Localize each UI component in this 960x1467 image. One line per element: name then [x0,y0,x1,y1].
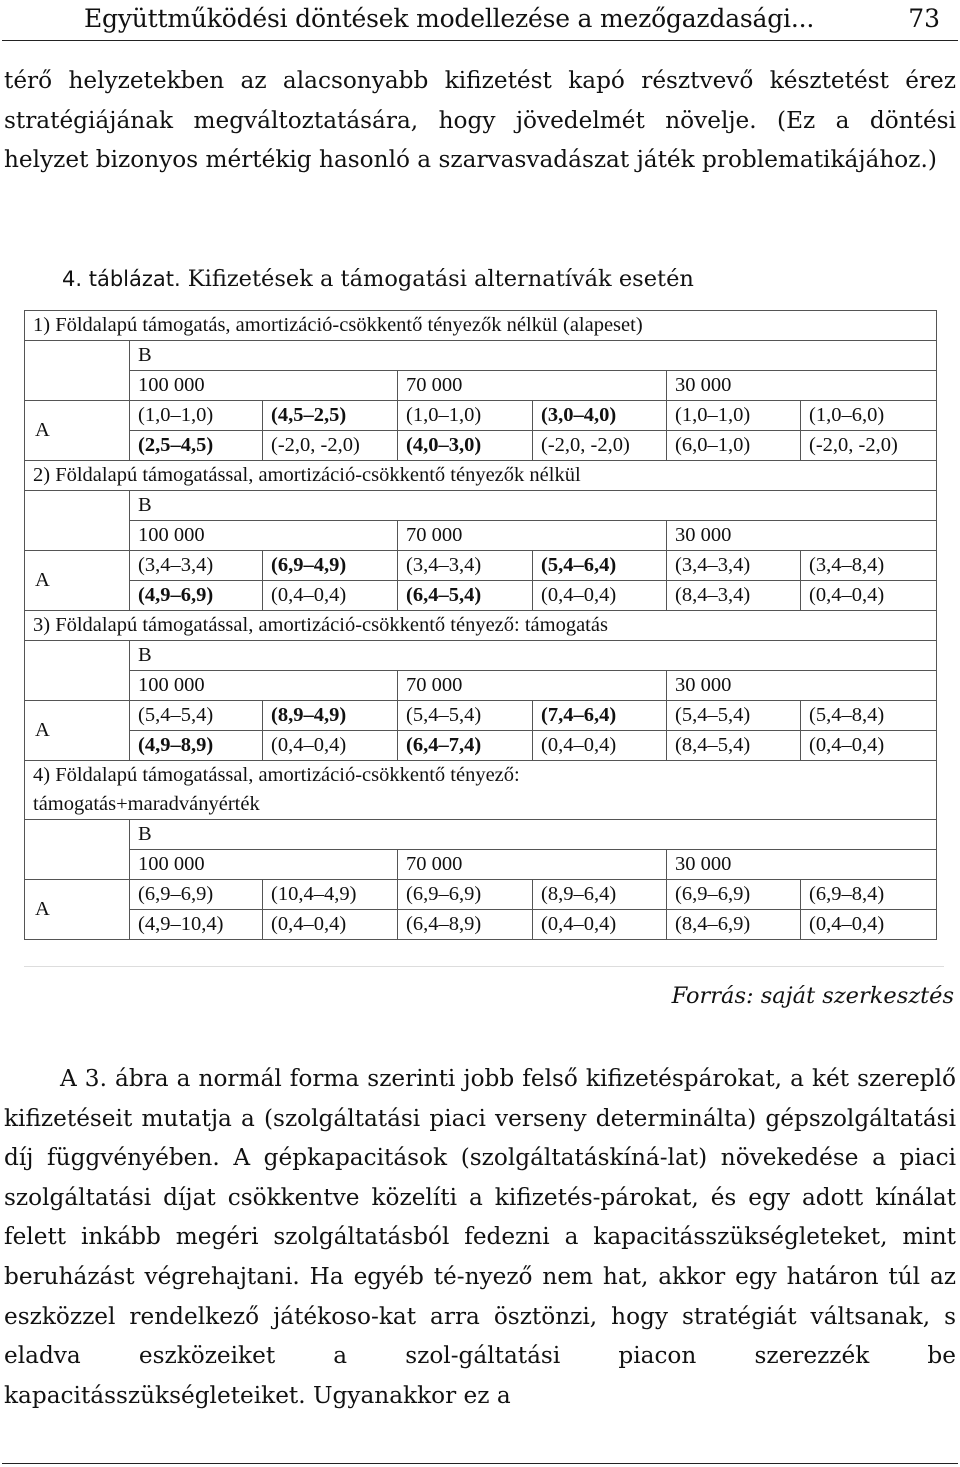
payoff-cell: (1,0–1,0) [667,401,801,431]
payoff-cell: (4,9–8,9) [130,731,263,761]
player-a-label: A [25,880,130,940]
payoff-row [25,581,937,611]
empty-cell [25,641,130,701]
empty-cell [25,820,130,880]
b-strategy-value: 70 000 [398,671,667,701]
b-strategy-value: 100 000 [130,671,398,701]
header-rule [2,40,958,41]
payoff-cell: (8,9–4,9) [263,701,398,731]
section-title: 3) Földalapú támogatással, amortizáció-csökkentő tényező: támogatás [25,611,937,641]
payoff-row [25,731,937,761]
payoff-cell: (3,4–3,4) [130,551,263,581]
section-title [25,761,937,820]
payoff-cell: (5,4–5,4) [667,701,801,731]
payoff-cell: (0,4–0,4) [533,731,667,761]
section-title: 1) Földalapú támogatás, amortizáció-csökkentő tényezők nélkül (alapeset) [25,311,937,341]
payoff-table-body [25,311,937,940]
player-b-label: B [130,820,937,850]
payoff-cell: (8,4–6,9) [667,910,801,940]
b-strategy-value: 100 000 [130,521,398,551]
payoff-cell: (7,4–6,4) [533,701,667,731]
b-label-row [25,820,937,850]
player-b-label: B [130,341,937,371]
b-strategy-value: 30 000 [667,850,937,880]
payoff-cell: (8,4–3,4) [667,581,801,611]
b-label-row [25,491,937,521]
payoff-cell: (5,4–8,4) [801,701,937,731]
empty-cell [25,491,130,551]
b-values-row [25,521,937,551]
payoff-cell: (3,0–4,0) [533,401,667,431]
payoff-cell: (6,9–4,9) [263,551,398,581]
table-caption-text: Kifizetések a támogatási alternatívák esetén [180,266,694,292]
section-title-row [25,761,937,820]
payoff-cell: (1,0–6,0) [801,401,937,431]
payoff-cell: (3,4–8,4) [801,551,937,581]
page-number: 73 [908,4,940,33]
body-paragraph-2: A 3. ábra a normál forma szerinti jobb felső kifizetéspárokat, a két szereplő kifizetéseit mutatja a (szolgáltatási piaci verseny determinálta) gépszolgáltatási díj függvényében. A gépkapacitások (szolgáltatáskíná-lat) növekedése a piaci szolgáltatási díjat csökkentve közelíti a kifizetés-párokat, és egy adott kínálat felett inkább megéri szolgáltatásból fedezni a kapacitásszükségleteket, mint beruházást végrehajtani. Ha egyéb té-nyező nem hat, akkor egy határon túl az eszközzel rendelkező játékoso-kat arra ösztönzi, hogy stratégiát váltsanak, s eladva eszközeiket a szol-gáltatási piacon szerezzék be kapacitásszükségleteiket. Ugyanakkor ez a [4,1065,956,1409]
body-paragraph-1: térő helyzetekben az alacsonyabb kifizetést kapó résztvevő késztetést érez stratégiájának megváltoztatására, hogy jövedelmét növelje. (Ez a döntési helyzet bizonyos mértékig hasonló a szarvasvadászat játék problematikájához.) [4,67,956,174]
payoff-row [25,551,937,581]
b-strategy-value: 100 000 [130,371,398,401]
payoff-cell: (6,0–1,0) [667,431,801,461]
payoff-cell: (5,4–5,4) [130,701,263,731]
b-label-row [25,641,937,671]
payoff-cell: (6,9–6,9) [130,880,263,910]
payoff-cell: (3,4–3,4) [667,551,801,581]
section-title: 2) Földalapú támogatással, amortizáció-csökkentő tényezők nélkül [25,461,937,491]
payoff-cell: (6,9–6,9) [398,880,533,910]
page-header [0,0,960,42]
player-a-label: A [25,401,130,461]
player-b-label: B [130,641,937,671]
table-source: Forrás: saját szerkesztés [671,983,954,1009]
payoff-row [25,401,937,431]
section-title-row [25,461,937,491]
payoff-cell: (2,5–4,5) [130,431,263,461]
payoff-cell: (-2,0, -2,0) [533,431,667,461]
payoff-cell: (6,4–7,4) [398,731,533,761]
payoff-cell: (0,4–0,4) [263,910,398,940]
table-bottom-line [24,966,944,967]
b-values-row [25,671,937,701]
payoff-cell: (5,4–5,4) [398,701,533,731]
payoff-cell: (0,4–0,4) [801,581,937,611]
b-strategy-value: 70 000 [398,371,667,401]
empty-cell [25,341,130,401]
payoff-cell: (6,9–8,4) [801,880,937,910]
b-label-row [25,341,937,371]
payoff-table-wrapper [24,310,936,958]
payoff-cell: (8,9–6,4) [533,880,667,910]
payoff-cell: (1,0–1,0) [130,401,263,431]
payoff-cell: (-2,0, -2,0) [263,431,398,461]
payoff-row [25,910,937,940]
section-title-row [25,611,937,641]
payoff-cell: (4,5–2,5) [263,401,398,431]
b-strategy-value: 30 000 [667,671,937,701]
section-title-line1: 4) Földalapú támogatással, amortizáció-csökkentő tényező: [33,764,520,786]
payoff-cell: (0,4–0,4) [533,910,667,940]
payoff-row [25,880,937,910]
payoff-cell: (0,4–0,4) [263,581,398,611]
payoff-table [24,310,937,940]
b-strategy-value: 100 000 [130,850,398,880]
payoff-row [25,701,937,731]
b-values-row [25,371,937,401]
b-strategy-value: 70 000 [398,850,667,880]
payoff-cell: (1,0–1,0) [398,401,533,431]
payoff-cell: (6,4–5,4) [398,581,533,611]
payoff-cell: (0,4–0,4) [801,731,937,761]
section-title-row [25,311,937,341]
b-values-row [25,850,937,880]
payoff-cell: (0,4–0,4) [263,731,398,761]
payoff-cell: (0,4–0,4) [801,910,937,940]
payoff-cell: (5,4–6,4) [533,551,667,581]
b-strategy-value: 70 000 [398,521,667,551]
running-title: Együttműködési döntések modellezése a mezőgazdasági... [84,4,815,33]
payoff-cell: (10,4–4,9) [263,880,398,910]
b-strategy-value: 30 000 [667,371,937,401]
player-b-label: B [130,491,937,521]
payoff-cell: (4,9–10,4) [130,910,263,940]
payoff-row [25,431,937,461]
payoff-cell: (6,9–6,9) [667,880,801,910]
player-a-label: A [25,701,130,761]
payoff-cell: (0,4–0,4) [533,581,667,611]
footer-rule [2,1463,958,1464]
payoff-cell: (-2,0, -2,0) [801,431,937,461]
payoff-cell: (3,4–3,4) [398,551,533,581]
section-title-line2: támogatás+maradványérték [33,793,260,815]
b-strategy-value: 30 000 [667,521,937,551]
payoff-cell: (6,4–8,9) [398,910,533,940]
payoff-cell: (4,9–6,9) [130,581,263,611]
payoff-cell: (4,0–3,0) [398,431,533,461]
payoff-cell: (8,4–5,4) [667,731,801,761]
player-a-label: A [25,551,130,611]
table-caption [62,266,694,292]
table-caption-label: 4. táblázat. [62,267,181,291]
